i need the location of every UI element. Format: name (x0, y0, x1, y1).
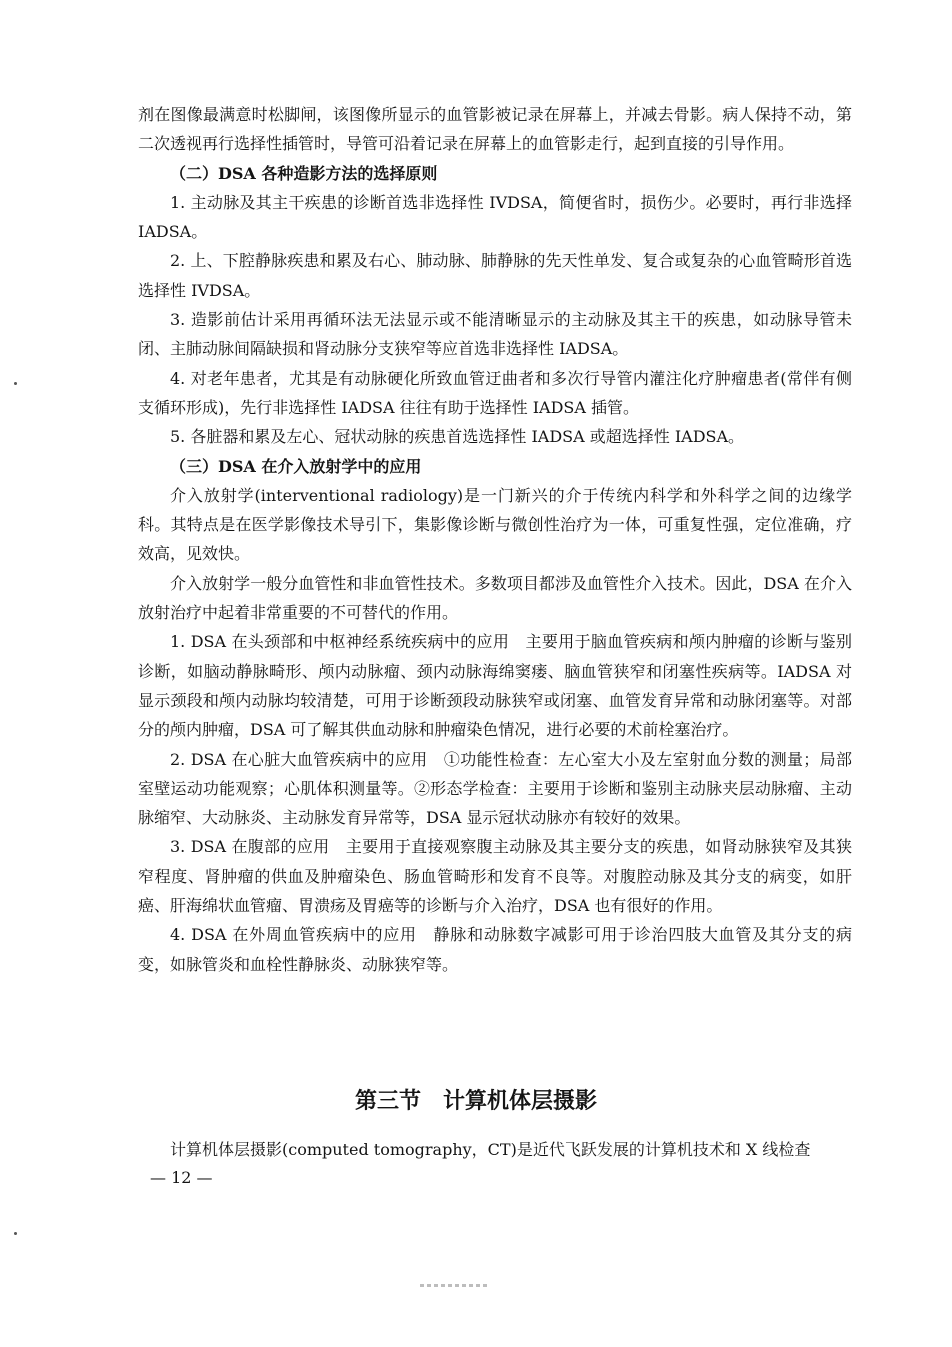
paragraph-application-peripheral: 4. DSA 在外周血管疾病中的应用 静脉和动脉数字减影可用于诊治四肢大血管及其分支的病变，如脉管炎和血栓性静脉炎、动脉狭窄等。 (138, 925, 852, 974)
paragraph-item-1: 1. 主动脉及其主干疾患的诊断首选非选择性 IVDSA，简便省时，损伤少。必要时，再行非选择 IADSA。 (138, 192, 852, 242)
scan-speck (14, 1232, 17, 1235)
paragraph-application-abdomen: 3. DSA 在腹部的应用 主要用于直接观察腹主动脉及其主要分支的疾患，如肾动脉狭窄及其狭窄程度、肾肿瘤的供血及肿瘤染色、肠血管畸形和发育不良等。对腹腔动脉及其分支的病变，如肝癌、肝海绵状血管瘤、胃溃疡及胃癌等的诊断与介入治疗，DSA 也有很好的作用。 (138, 837, 852, 916)
paragraph-item-2: 2. 上、下腔静脉疾患和累及右心、肺动脉、肺静脉的先天性单发、复合或复杂的心血管畸形首选选择性 IVDSA。 (138, 251, 852, 300)
subheading-dsa-interventional: （三）DSA 在介入放射学中的应用 (170, 456, 422, 476)
paragraph-continuation: 剂在图像最满意时松脚闸，该图像所显示的血管影被记录在屏幕上，并减去骨影。病人保持不动，第二次透视再行选择性插管时，导管可沿着记录在屏幕上的血管影走行，起到直接的引导作用。 (138, 105, 852, 154)
subheading-dsa-selection-principles: （二）DSA 各种造影方法的选择原则 (170, 163, 438, 183)
scan-speck (14, 382, 17, 385)
paragraph-interventional-techniques: 介入放射学一般分血管性和非血管性技术。多数项目都涉及血管性介入技术。因此，DSA 在介入放射治疗中起着非常重要的不可替代的作用。 (138, 573, 852, 623)
paragraph-interventional-intro: 介入放射学(interventional radiology)是一门新兴的介于传统内科学和外科学之间的边缘学科。其特点是在医学影像技术导引下，集影像诊断与微创性治疗为一体，可重复性强，定位准确，疗效高，见效快。 (138, 485, 852, 564)
paragraph-application-head-neck: 1. DSA 在头颈部和中枢神经系统疾病中的应用 主要用于脑血管疾病和颅内肿瘤的诊断与鉴别诊断，如脑动静脉畸形、颅内动脉瘤、颈内动脉海绵窦瘘、脑血管狭窄和闭塞性疾病等。IADSA 对显示颈段和颅内动脉均较清楚，可用于诊断颈段动脉狭窄或闭塞、血管发育异常和动脉闭塞等。对部分的颅内肿瘤，DSA 可了解其供血动脉和肿瘤染色情况，进行必要的术前栓塞治疗。 (138, 632, 852, 740)
paragraph-item-3: 3. 造影前估计采用再循环法无法显示或不能清晰显示的主动脉及其主干的疾患，如动脉导管未闭、主肺动脉间隔缺损和肾动脉分支狭窄等应首选非选择性 IADSA。 (138, 310, 852, 359)
section-intro-line: 计算机体层摄影(computed tomography，CT)是近代飞跃发展的计算机技术和 X 线检查 (170, 1140, 811, 1159)
body-text (138, 100, 852, 979)
paragraph-item-5: 5. 各脏器和累及左心、冠状动脉的疾患首选选择性 IADSA 或超选择性 IADSA。 (170, 427, 745, 447)
page-number: — 12 — (150, 1168, 213, 1187)
section-title: 第三节 计算机体层摄影 (354, 1089, 597, 1114)
paragraph-application-heart: 2. DSA 在心脏大血管疾病中的应用 ①功能性检查：左心室大小及左室射血分数的测量；局部室壁运动功能观察；心肌体积测量等。②形态学检查：主要用于诊断和鉴别主动脉夹层动脉瘤、主动脉缩窄、大动脉炎、主动脉发育异常等，DSA 显示冠状动脉亦有较好的效果。 (138, 749, 852, 828)
paragraph-item-4: 4. 对老年患者，尤其是有动脉硬化所致血管迂曲者和多次行导管内灌注化疗肿瘤患者(常伴有侧支循环形成)，先行非选择性 IADSA 往往有助于选择性 IADSA 插管。 (138, 368, 852, 417)
scan-artifact (420, 1284, 490, 1287)
